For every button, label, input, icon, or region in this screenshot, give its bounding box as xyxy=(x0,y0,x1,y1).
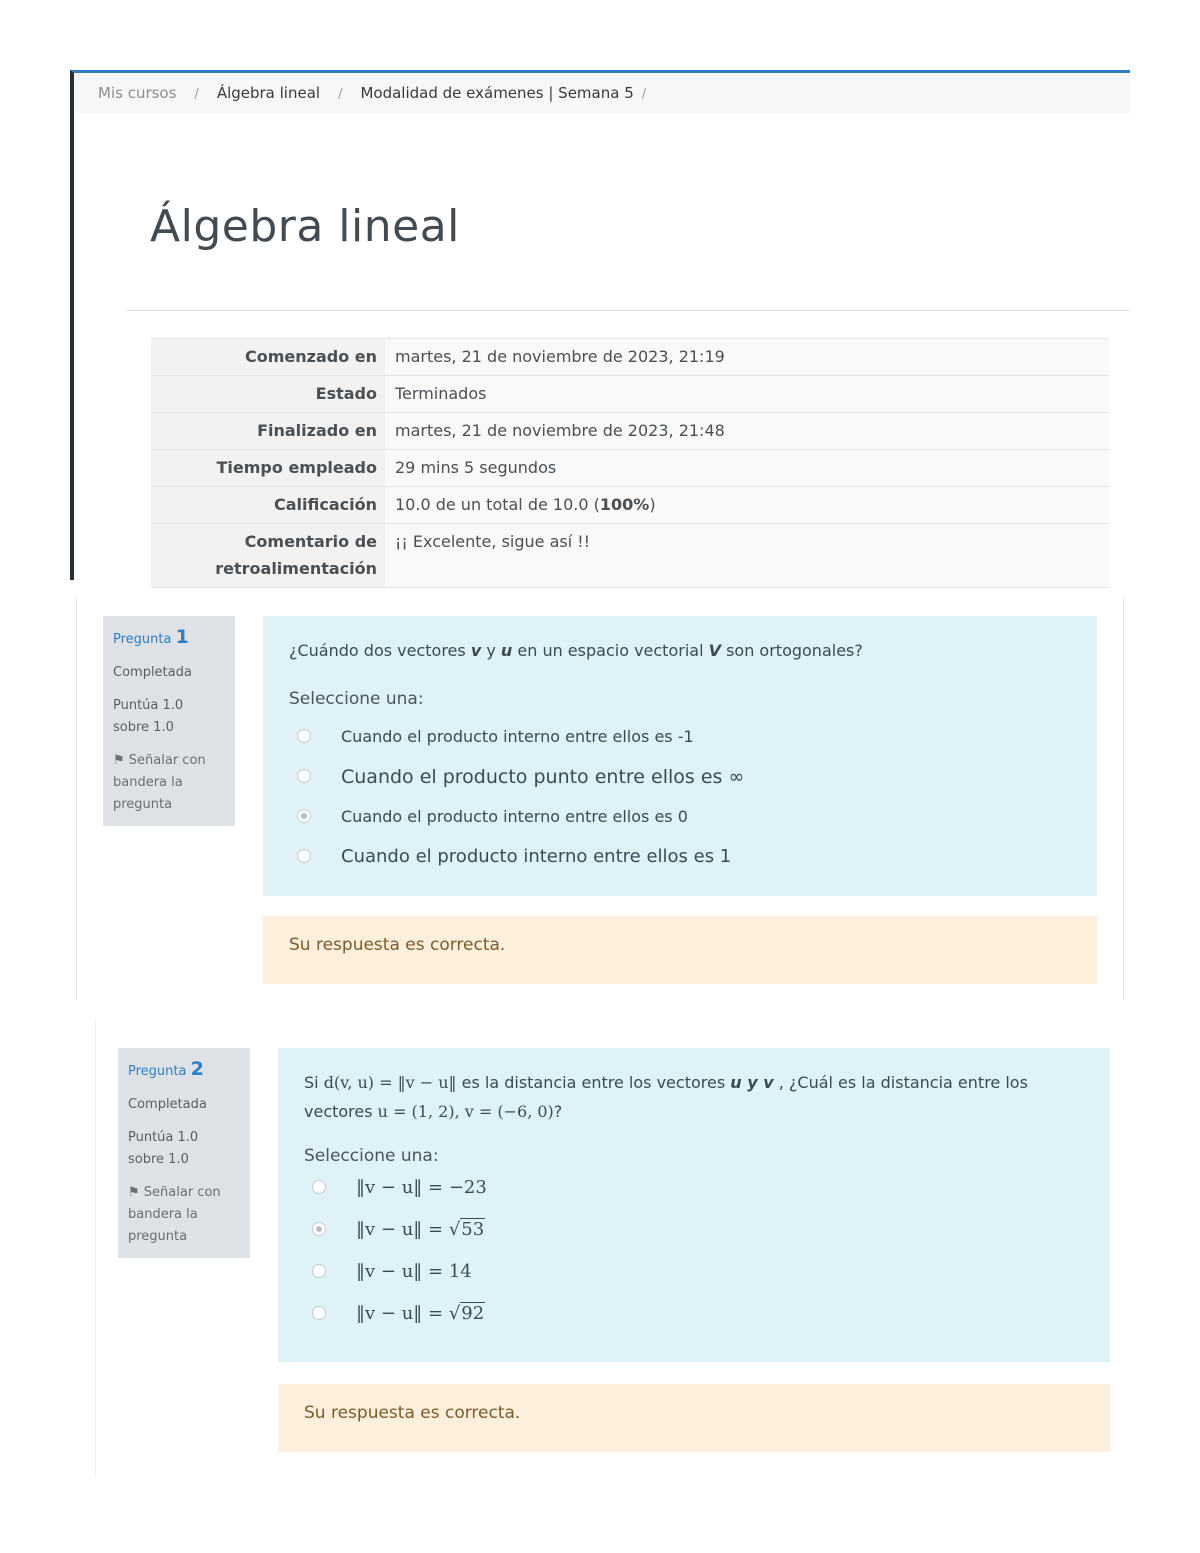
page-title: Álgebra lineal xyxy=(150,201,460,252)
answer-option[interactable] xyxy=(304,1292,1084,1336)
question-state: Completada xyxy=(113,665,192,680)
question-grade: Puntúa 1.0 sobre 1.0 xyxy=(113,698,184,735)
answer-label: Cuando el producto interno entre ellos es -1 xyxy=(341,727,694,746)
breadcrumb-separator: / xyxy=(194,87,199,102)
answer-label: ‖v − u‖ = √53 xyxy=(356,1208,485,1252)
answer-list xyxy=(289,717,1071,877)
distance-formula: d(v, u) = ‖v − u‖ xyxy=(323,1073,457,1092)
question-2 xyxy=(95,1018,1125,1478)
summary-row xyxy=(151,524,1109,588)
sqrt-symbol: √92 xyxy=(448,1303,485,1324)
radio-button-selected[interactable] xyxy=(312,1222,326,1236)
summary-value: martes, 21 de noviembre de 2023, 21:48 xyxy=(385,413,1109,450)
answer-option[interactable] xyxy=(289,717,1071,757)
sqrt-symbol: √53 xyxy=(448,1219,485,1240)
radio-button[interactable] xyxy=(297,849,311,863)
summary-row xyxy=(151,339,1109,376)
summary-row xyxy=(151,487,1109,524)
select-one-prompt: Seleccione una: xyxy=(289,689,424,709)
answer-option[interactable] xyxy=(304,1252,1084,1292)
summary-row xyxy=(151,376,1109,413)
answer-label: Cuando el producto punto entre ellos es ∞ xyxy=(341,766,745,788)
feedback-box: Su respuesta es correcta. xyxy=(278,1384,1110,1452)
answer-option[interactable] xyxy=(304,1208,1084,1252)
question-number: Pregunta 2 xyxy=(128,1058,204,1080)
question-text: ¿Cuándo dos vectores v y u en un espacio vectorial V son ortogonales? xyxy=(289,641,863,660)
flag-question-link[interactable]: ⚑ Señalar con bandera la pregunta xyxy=(128,1185,221,1244)
vector-values: u = (1, 2), v = (−6, 0) xyxy=(377,1102,554,1121)
grade-suffix: ) xyxy=(649,495,656,514)
summary-value: martes, 21 de noviembre de 2023, 21:19 xyxy=(385,339,1109,376)
feedback-box: Su respuesta es correcta. xyxy=(263,916,1097,984)
answer-option[interactable] xyxy=(289,837,1071,877)
radio-button[interactable] xyxy=(297,729,311,743)
answer-option[interactable] xyxy=(289,757,1071,797)
radio-button[interactable] xyxy=(297,769,311,783)
answer-label: ‖v − u‖ = −23 xyxy=(356,1177,487,1198)
question-state: Completada xyxy=(128,1097,207,1112)
answer-list xyxy=(304,1168,1084,1336)
radio-button[interactable] xyxy=(312,1264,326,1278)
radio-button-selected[interactable] xyxy=(297,809,311,823)
flag-icon: ⚑ xyxy=(113,753,125,768)
title-divider xyxy=(126,310,1130,311)
summary-label: Tiempo empleado xyxy=(151,450,385,487)
summary-label: Finalizado en xyxy=(151,413,385,450)
radio-button[interactable] xyxy=(312,1180,326,1194)
summary-row xyxy=(151,450,1109,487)
summary-row xyxy=(151,413,1109,450)
grade-prefix: 10.0 de un total de 10.0 ( xyxy=(395,495,600,514)
select-one-prompt: Seleccione una: xyxy=(304,1146,439,1166)
answer-option[interactable] xyxy=(304,1168,1084,1208)
breadcrumb-separator: / xyxy=(641,87,647,102)
flag-icon: ⚑ xyxy=(128,1185,140,1200)
breadcrumb-separator: / xyxy=(338,87,343,102)
breadcrumb xyxy=(74,73,1130,113)
question-info xyxy=(103,616,235,826)
summary-value: Terminados xyxy=(385,376,1109,413)
summary-label: Comentario de retroalimentación xyxy=(151,524,385,588)
question-info xyxy=(118,1048,250,1258)
summary-label: Calificación xyxy=(151,487,385,524)
flag-question-link[interactable]: ⚑ Señalar con bandera la pregunta xyxy=(113,753,206,812)
summary-label: Estado xyxy=(151,376,385,413)
answer-option[interactable] xyxy=(289,797,1071,837)
question-number: Pregunta 1 xyxy=(113,626,189,648)
summary-value: ¡¡ Excelente, sigue así !! xyxy=(385,524,1109,588)
answer-label: Cuando el producto interno entre ellos es 1 xyxy=(341,846,732,867)
question-content xyxy=(278,1048,1110,1362)
question-1 xyxy=(76,598,1124,1000)
breadcrumb-link-mis-cursos[interactable]: Mis cursos xyxy=(98,84,177,102)
question-content xyxy=(263,616,1097,896)
radio-button[interactable] xyxy=(312,1306,326,1320)
answer-label: ‖v − u‖ = √92 xyxy=(356,1292,485,1336)
summary-value: 29 mins 5 segundos xyxy=(385,450,1109,487)
breadcrumb-link-section[interactable]: Modalidad de exámenes | Semana 5 xyxy=(360,84,634,102)
attempt-summary-region xyxy=(70,70,1130,580)
breadcrumb-link-course[interactable]: Álgebra lineal xyxy=(216,84,321,102)
answer-label: Cuando el producto interno entre ellos es 0 xyxy=(341,807,688,826)
summary-label: Comenzado en xyxy=(151,339,385,376)
question-grade: Puntúa 1.0 sobre 1.0 xyxy=(128,1130,199,1167)
answer-label: ‖v − u‖ = 14 xyxy=(356,1261,472,1282)
grade-percent: 100% xyxy=(599,495,650,514)
attempt-summary-table xyxy=(151,338,1109,588)
summary-value xyxy=(385,487,1109,524)
question-text: Si d(v, u) = ‖v − u‖ es la distancia entre los vectores u y v , ¿Cuál es la distancia entre los vectores u = (1, 2), v = (−6, 0)? xyxy=(304,1073,1028,1121)
